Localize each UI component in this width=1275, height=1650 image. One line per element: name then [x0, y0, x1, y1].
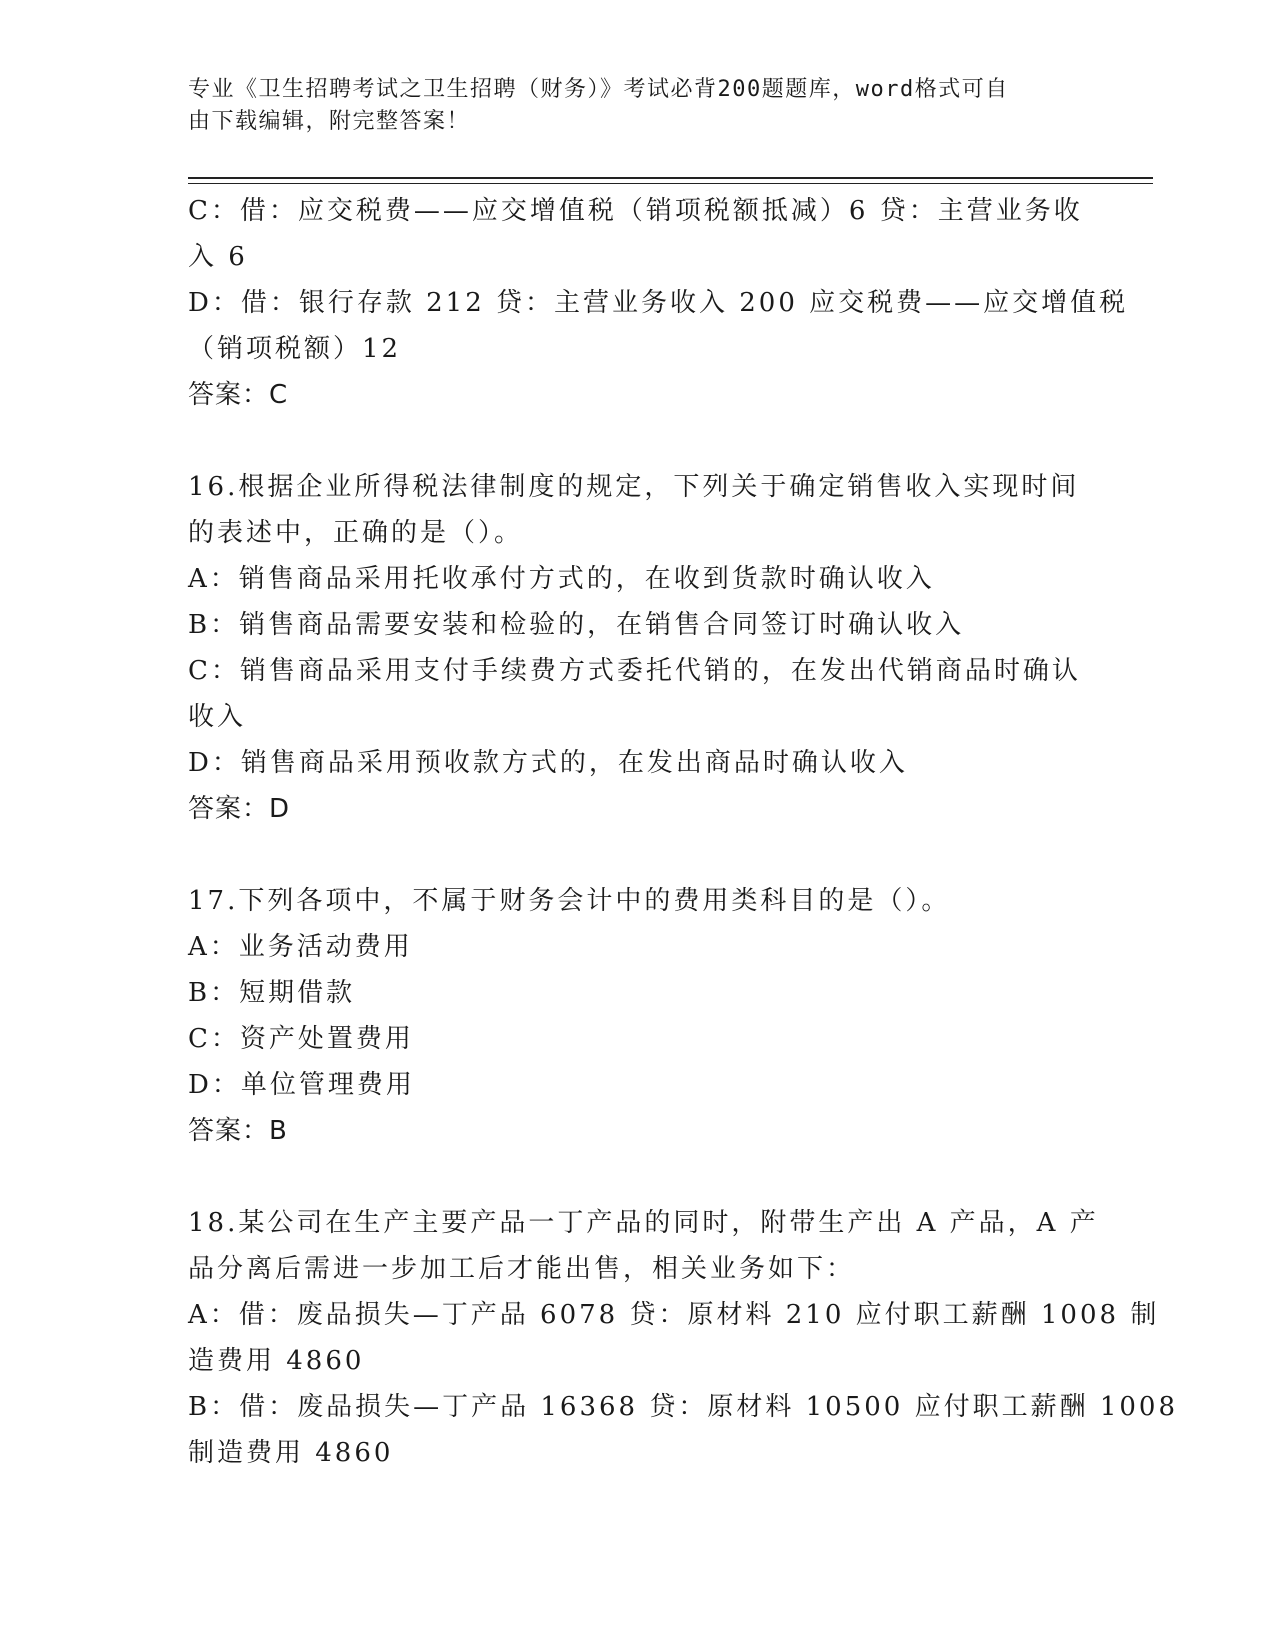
spacer [188, 1154, 1078, 1200]
question-16 [188, 464, 1081, 832]
option-b: B：销售商品需要安装和检验的，在销售合同签订时确认收入 [188, 610, 965, 640]
question-15-remainder [188, 188, 1129, 418]
option-c: C：销售商品采用支付手续费方式委托代销的，在发出代销商品时确认 [188, 656, 1081, 686]
option-b: B：借：废品损失—丁产品 16368 贷：原材料 10500 应付职工薪酬 1008 [188, 1392, 1179, 1422]
answer-label: 答案：D [188, 794, 291, 824]
option-c-continued: 收入 [188, 702, 247, 732]
option-a: A：借：废品损失—丁产品 6078 贷：原材料 210 应付职工薪酬 1008 制 [188, 1300, 1160, 1330]
spacer [188, 418, 1078, 464]
spacer [188, 832, 1078, 878]
option-b: B：短期借款 [188, 978, 356, 1008]
option-c-continued: 入 6 [188, 242, 248, 272]
question-stem: 18.某公司在生产主要产品一丁产品的同时，附带生产出 A 产品，A 产 [188, 1208, 1099, 1238]
option-c: C：资产处置费用 [188, 1024, 414, 1054]
option-d-continued: （销项税额）12 [188, 334, 402, 364]
header-title-line-1: 专业《卫生招聘考试之卫生招聘（财务）》考试必背200题题库，word格式可自 [188, 77, 1009, 102]
question-17 [188, 878, 1078, 1154]
option-d: D：单位管理费用 [188, 1070, 415, 1100]
option-a-continued: 造费用 4860 [188, 1346, 365, 1376]
option-d: D：借：银行存款 212 贷：主营业务收入 200 应交税费——应交增值税 [188, 288, 1129, 318]
answer-label: 答案：B [188, 1116, 288, 1146]
document-header [188, 74, 1068, 138]
question-stem: 16.根据企业所得税法律制度的规定，下列关于确定销售收入实现时间 [188, 472, 1080, 502]
option-a: A：业务活动费用 [188, 932, 413, 962]
option-a: A：销售商品采用托收承付方式的，在收到货款时确认收入 [188, 564, 935, 594]
question-18 [188, 1200, 1179, 1476]
answer-label: 答案：C [188, 380, 289, 410]
option-d: D：销售商品采用预收款方式的，在发出商品时确认收入 [188, 748, 908, 778]
question-stem: 17.下列各项中，不属于财务会计中的费用类科目的是（）。 [188, 886, 951, 916]
question-stem-continued: 品分离后需进一步加工后才能出售，相关业务如下： [188, 1254, 856, 1284]
option-c: C：借：应交税费——应交增值税（销项税额抵减）6 贷：主营业务收 [188, 196, 1083, 226]
question-stem-continued: 的表述中，正确的是（）。 [188, 518, 524, 548]
header-divider-thick [188, 177, 1153, 179]
header-divider-thin [188, 183, 1153, 184]
option-b-continued: 制造费用 4860 [188, 1438, 394, 1468]
question-content [188, 188, 1179, 1476]
header-title-line-2: 由下载编辑，附完整答案！ [188, 109, 471, 134]
